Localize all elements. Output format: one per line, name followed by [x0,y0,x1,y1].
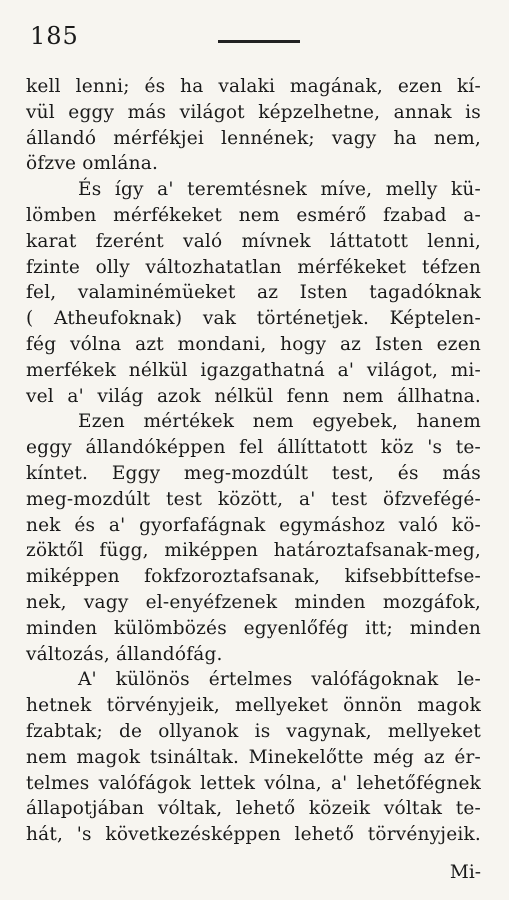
text-line: minden külömbözés egyenlőfég itt; minden [26,617,481,639]
text-line: hetnek törvényjeik, mellyeket önnön magok [26,695,481,717]
text-line: merfékek nélkül igazgathatná a' világot, mi- [26,359,481,381]
text-line: nek és a' gyorfafágnak egymáshoz való kö- [26,514,481,536]
text-line: nem magok tsináltak. Minekelőtte még az ér- [26,746,481,768]
text-line: nek, vagy el-enyéfzenek minden mozgáfok, [26,591,481,613]
text-line: ( Atheufoknak) vak történetjek. Képtelen- [26,308,481,330]
paragraph-start-line: És így a' teremtésnek míve, melly kü- [78,179,481,201]
text-line: vel a' világ azok nélkül fenn nem állhatna. [26,385,481,407]
paragraph-start-line: Ezen mértékek nem egyebek, hanem [78,411,481,433]
text-line: fzabtak; de ollyanok is vagynak, mellyeket [26,720,481,742]
text-line: hát, 's következésképpen lehető törvényjeik. [26,824,481,846]
text-line: vül eggy más világot képzelhetne, annak is [26,101,481,123]
text-line: fel, valaminémüeket az Isten tagadóknak [26,282,481,304]
body-text [26,74,481,848]
text-line: kíntet. Eggy meg-mozdúlt test, és más [26,462,481,484]
text-line: karat fzerént való mívnek láttatott lenni, [26,230,481,252]
text-line: öfzve omlána. [26,153,159,175]
text-line: fég vólna azt mondani, hogy az Isten ezen [26,333,481,355]
text-line: lömben mérfékeket nem esmérő fzabad a- [26,204,481,226]
text-line: zöktől függ, miképpen határoztafsanak-meg, [26,540,481,562]
text-line: fzinte olly változhatatlan mérfékeket téfzen [26,256,481,278]
text-line: meg-mozdúlt test között, a' test öfzvefégé- [26,488,481,510]
text-line: miképpen fokfzoroztafsanak, kifsebbíttefse- [26,566,481,588]
text-line: változás, állandófág. [26,643,223,665]
header-rule [218,40,300,43]
text-line: eggy állandóképpen fel állíttatott köz 's te- [26,437,481,459]
text-line: telmes valófágok lettek vólna, a' lehetőfégnek [26,772,481,794]
catchword: Mi- [449,862,481,883]
text-line: kell lenni; és ha valaki magának, ezen kí- [26,76,481,97]
page-number: 185 [30,22,79,50]
text-line: állapotjában vóltak, lehető közeik vóltak te- [26,798,481,820]
text-line: állandó mérfékjei lennének; vagy ha nem, [26,127,481,149]
paragraph-start-line: A' különös értelmes valófágoknak le- [78,669,481,691]
